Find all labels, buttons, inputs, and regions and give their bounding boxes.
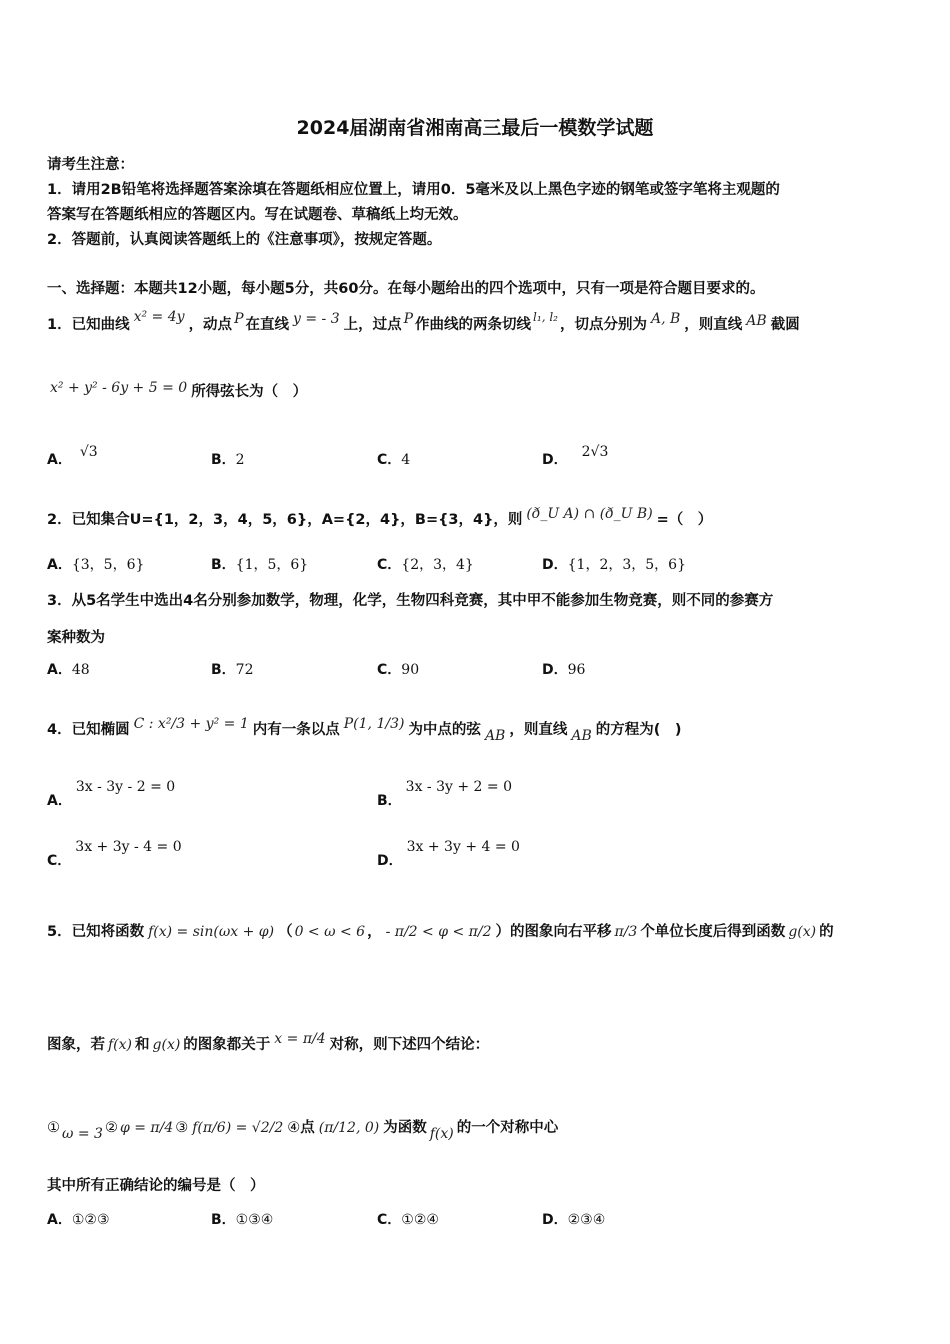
q5-text: （ (278, 924, 293, 940)
option-label: A． (47, 793, 72, 809)
question-1-cont (50, 380, 307, 401)
question-1 (47, 309, 800, 334)
option-label: C． (377, 662, 402, 678)
q3-option-c[interactable] (377, 659, 419, 679)
q4-text: 4．已知椭圆 (47, 722, 130, 738)
q4-option-a[interactable] (47, 779, 176, 810)
q1-text: 作曲线的两条切线 (415, 317, 532, 333)
q4-text: 为中点的弦 (408, 722, 481, 738)
q5-math: f(x) (108, 1037, 133, 1053)
option-value: 96 (567, 662, 586, 678)
q1-math: A, B (650, 311, 681, 327)
q5-text: ， (367, 924, 382, 940)
option-value: ①③④ (235, 1212, 274, 1228)
q4-math: AB (484, 728, 506, 744)
q5-conclusion-marker: ① (47, 1120, 60, 1136)
q4-option-b[interactable] (377, 779, 512, 810)
q5-text: 的 (819, 924, 834, 940)
notice-line-2: 答案写在答题纸相应的答题区内。写在试题卷、草稿纸上均无效。 (47, 207, 468, 223)
option-value: ②③④ (567, 1212, 606, 1228)
question-2 (47, 508, 712, 529)
q1-text: ，切点分别为 (559, 317, 647, 333)
option-value: 2√3 (581, 444, 609, 460)
option-value: ①②④ (401, 1212, 439, 1228)
q5-math: π/3 (614, 924, 638, 940)
q1-text: 1．已知曲线 (47, 317, 130, 333)
q3-option-b[interactable] (211, 659, 254, 679)
q4-option-d[interactable] (377, 839, 520, 870)
notice-heading: 请考生注意： (47, 157, 134, 173)
q5-conclusion: φ = π/4 (119, 1120, 174, 1136)
q2-option-d[interactable] (542, 554, 686, 574)
option-value: 3x - 3y + 2 = 0 (405, 779, 512, 795)
q5-math: g(x) (788, 924, 817, 940)
q4-text: 的方程为( ) (595, 722, 682, 738)
q5-option-d[interactable] (542, 1209, 605, 1229)
q5-conclusion-marker: ② (104, 1120, 118, 1136)
q1-math: l₁, l₂ (533, 310, 558, 324)
q3-option-a[interactable] (47, 659, 90, 679)
option-value: 3x + 3y + 4 = 0 (406, 839, 520, 855)
option-label: B． (211, 662, 236, 678)
q5-math: g(x) (152, 1037, 181, 1053)
q5-text: 点 (300, 1120, 315, 1136)
q4-text: 内有一条以点 (252, 722, 340, 738)
q5-option-a[interactable] (47, 1209, 110, 1229)
q5-text: 图象，若 (47, 1037, 105, 1053)
q4-math: P(1, 1/3) (343, 716, 405, 732)
q1-math: y = - 3 (292, 311, 340, 327)
q1-text: ，则直线 (684, 317, 743, 333)
q4-math: AB (571, 728, 592, 744)
q5-option-c[interactable] (377, 1209, 439, 1229)
option-label: D． (542, 1212, 568, 1228)
q5-text: 5．已知将函数 (47, 924, 145, 940)
option-label: C． (377, 1212, 402, 1228)
q5-option-b[interactable] (211, 1209, 273, 1229)
q5-conclusion-marker: ③ (175, 1120, 189, 1136)
option-label: A． (47, 452, 72, 468)
q5-math: - π/2 < φ < π/2 (385, 924, 492, 940)
q5-text: 的图象都关于 (183, 1037, 271, 1053)
q1-text: 上，过点 (343, 317, 402, 333)
option-label: C． (377, 452, 402, 468)
option-value: {2，3，4} (401, 557, 474, 573)
q5-text: 的一个对称中心 (456, 1120, 559, 1136)
q5-text: 为函数 (383, 1120, 427, 1136)
q1-option-b[interactable] (211, 449, 245, 469)
q5-conclusion: f(π/6) = √2/2 (192, 1120, 284, 1136)
option-label: D． (377, 853, 403, 869)
option-label: D． (542, 557, 568, 573)
option-value: ①②③ (71, 1212, 110, 1228)
question-3-line-2: 案种数为 (47, 630, 105, 646)
q2-tail: =（ ） (656, 512, 713, 528)
q5-conclusion: f(x) (429, 1126, 454, 1142)
option-value: √3 (79, 444, 98, 460)
option-value: {1，5，6} (235, 557, 309, 573)
option-label: C． (47, 853, 72, 869)
q2-option-c[interactable] (377, 554, 474, 574)
question-5-line-2 (47, 1033, 489, 1054)
q4-text: ，则直线 (509, 722, 568, 738)
q5-math: x = π/4 (274, 1031, 326, 1047)
option-label: A． (47, 1212, 72, 1228)
q2-option-a[interactable] (47, 554, 144, 574)
option-label: C． (377, 557, 402, 573)
option-label: B． (377, 793, 402, 809)
option-value: 90 (401, 662, 420, 678)
question-3-line-1: 3．从5名学生中选出4名分别参加数学，物理，化学，生物四科竞赛，其中甲不能参加生物竞赛，则不同的参赛方 (47, 593, 774, 609)
option-value: 3x + 3y - 4 = 0 (75, 839, 182, 855)
q5-conclusion: (π/12, 0) (318, 1120, 380, 1136)
option-value: 72 (235, 662, 254, 678)
notice-line-1: 1．请用2B铅笔将选择题答案涂填在答题纸相应位置上，请用0．5毫米及以上黑色字迹的钢笔或签字笔将主观题的 (47, 182, 780, 198)
q5-conclusion: ω = 3 (62, 1126, 103, 1142)
question-4 (47, 716, 682, 744)
q5-conclusion-marker: ④ (287, 1120, 301, 1136)
q5-text: 个单位长度后得到函数 (640, 924, 786, 940)
option-label: B． (211, 452, 236, 468)
q5-text: 对称，则下述四个结论： (329, 1037, 490, 1053)
option-label: D． (542, 452, 568, 468)
q2-text: 2．已知集合U={1，2，3，4，5，6}，A={2，4}，B={3，4}，则 (47, 512, 523, 528)
option-label: A． (47, 662, 72, 678)
option-value: 2 (235, 452, 245, 468)
q1-text: ，动点 (188, 317, 233, 333)
option-label: B． (211, 557, 236, 573)
option-value: 3x - 3y - 2 = 0 (75, 779, 176, 795)
section-heading: 一、选择题：本题共12小题，每小题5分，共60分。在每小题给出的四个选项中，只有一项是符合题目要求的。 (47, 281, 765, 297)
q1-option-a[interactable] (47, 444, 98, 469)
q1-math: x² = 4y (133, 309, 185, 325)
q1-math: AB (746, 313, 767, 329)
q1-text: 所得弦长为（ ） (191, 384, 308, 400)
q5-math: f(x) = sin(ωx + φ) (148, 924, 275, 940)
option-label: D． (542, 662, 568, 678)
q1-circle-equation: x² + y² - 6y + 5 = 0 (50, 380, 188, 396)
q1-math: P (234, 311, 244, 327)
q2-option-b[interactable] (211, 554, 308, 574)
q5-text: ）的图象向右平移 (495, 924, 612, 940)
page-title: 2024届湖南省湘南高三最后一模数学试题 (296, 117, 654, 139)
q1-text: 在直线 (245, 317, 289, 333)
option-value: {3，5，6} (71, 557, 145, 573)
option-label: A． (47, 557, 72, 573)
q4-math: C : x²/3 + y² = 1 (133, 716, 249, 732)
option-value: 48 (71, 662, 90, 678)
option-value: {1，2，3，5，6} (567, 557, 686, 573)
q3-option-d[interactable] (542, 659, 585, 679)
q1-text: 截圆 (770, 317, 800, 333)
q1-math: P (403, 311, 414, 327)
q2-expression: (ð_U A) ∩ (ð_U B) (526, 506, 653, 522)
q1-option-d[interactable] (542, 444, 609, 469)
question-5 (47, 920, 834, 941)
q5-math: 0 < ω < 6 (294, 924, 366, 940)
question-5-conclusions (47, 1116, 559, 1142)
question-5-ask: 其中所有正确结论的编号是（ ） (47, 1178, 265, 1194)
notice-line-3: 2．答题前，认真阅读答题纸上的《注意事项》，按规定答题。 (47, 232, 442, 248)
option-label: B． (211, 1212, 236, 1228)
q4-option-c[interactable] (47, 839, 182, 870)
q5-text: 和 (135, 1037, 150, 1053)
q1-option-c[interactable] (377, 449, 410, 469)
option-value: 4 (401, 452, 411, 468)
